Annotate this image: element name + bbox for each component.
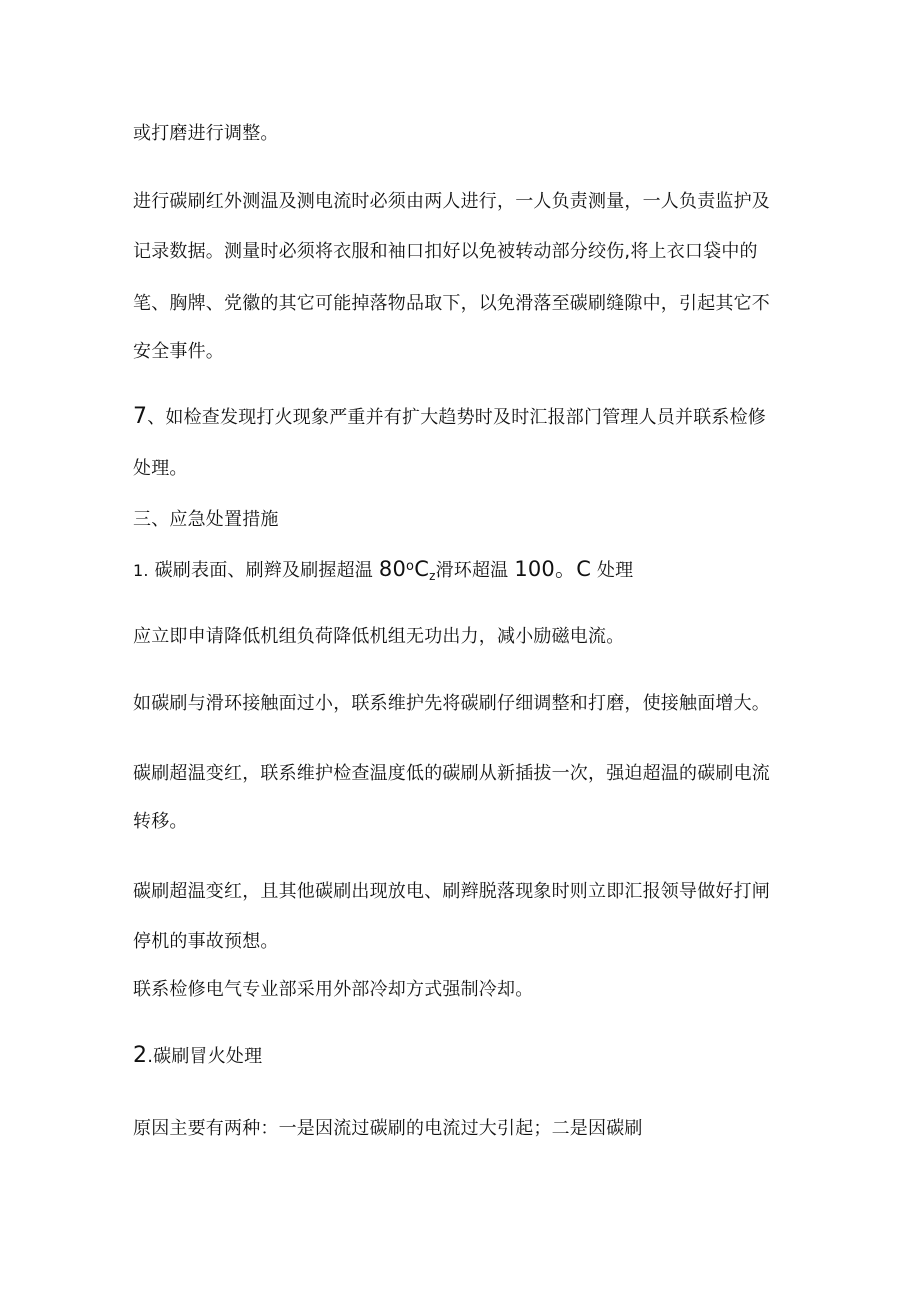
- paragraph-line: 原因主要有两种：一是因流过碳刷的电流过大引起；二是因碳刷: [133, 1118, 643, 1139]
- paragraph-line: 记录数据。测量时必须将衣服和袖口扣好以免被转动部分绞伤,将上衣口袋中的: [133, 241, 758, 262]
- unit-subscript: z: [429, 569, 436, 583]
- list-item-text: .碳刷冒火处理: [147, 1046, 263, 1067]
- list-number: 1.: [133, 561, 149, 580]
- list-item-2: [133, 1044, 262, 1069]
- list-item-text: 碳刷表面、刷辫及刷握超温: [154, 560, 373, 581]
- degree-mark: o: [406, 559, 415, 574]
- paragraph-line: 碳刷超温变红，联系维护检查温度低的碳刷从新插拔一次，强迫超温的碳刷电流: [133, 763, 770, 784]
- temperature-value: 80: [378, 557, 407, 581]
- temperature-unit: C: [414, 557, 430, 581]
- list-item-1: [133, 555, 633, 588]
- paragraph-line: 联系检修电气专业部采用外部冷却方式强制冷却。: [133, 979, 534, 1000]
- paragraph-line: 应立即申请降低机组负荷降低机组无功出力，减小励磁电流。: [133, 626, 625, 647]
- paragraph-line: 进行碳刷红外测温及测电流时必须由两人进行，一人负责测量，一人负责监护及: [133, 191, 770, 212]
- paragraph-line: 安全事件。: [133, 341, 224, 362]
- list-number: 7: [133, 404, 148, 429]
- list-item-text: 、如检查发现打火现象严重并有扩大趋势时及时汇报部门管理人员并联系检修: [147, 407, 766, 428]
- paragraph-line: 处理。: [133, 458, 188, 479]
- paragraph-line: 或打磨进行调整。: [133, 123, 279, 144]
- paragraph-line: 停机的事故预想。: [133, 931, 279, 952]
- temperature-value: 100。C: [514, 557, 592, 581]
- paragraph-line: 转移。: [133, 811, 188, 832]
- list-number: 2: [133, 1043, 148, 1068]
- section-heading: 三、应急处置措施: [133, 509, 279, 530]
- paragraph-line: 笔、胸牌、党徽的其它可能掉落物品取下，以免滑落至碳刷缝隙中，引起其它不: [133, 293, 770, 314]
- paragraph-line: 如碳刷与滑环接触面过小，联系维护先将碳刷仔细调整和打磨，使接触面增大。: [133, 693, 770, 714]
- list-item-7: [133, 405, 766, 430]
- list-item-text: 滑环超温: [435, 560, 509, 581]
- list-item-text: 处理: [596, 560, 634, 581]
- paragraph-line: 碳刷超温变红，且其他碳刷出现放电、刷辫脱落现象时则立即汇报领导做好打闸: [133, 881, 770, 902]
